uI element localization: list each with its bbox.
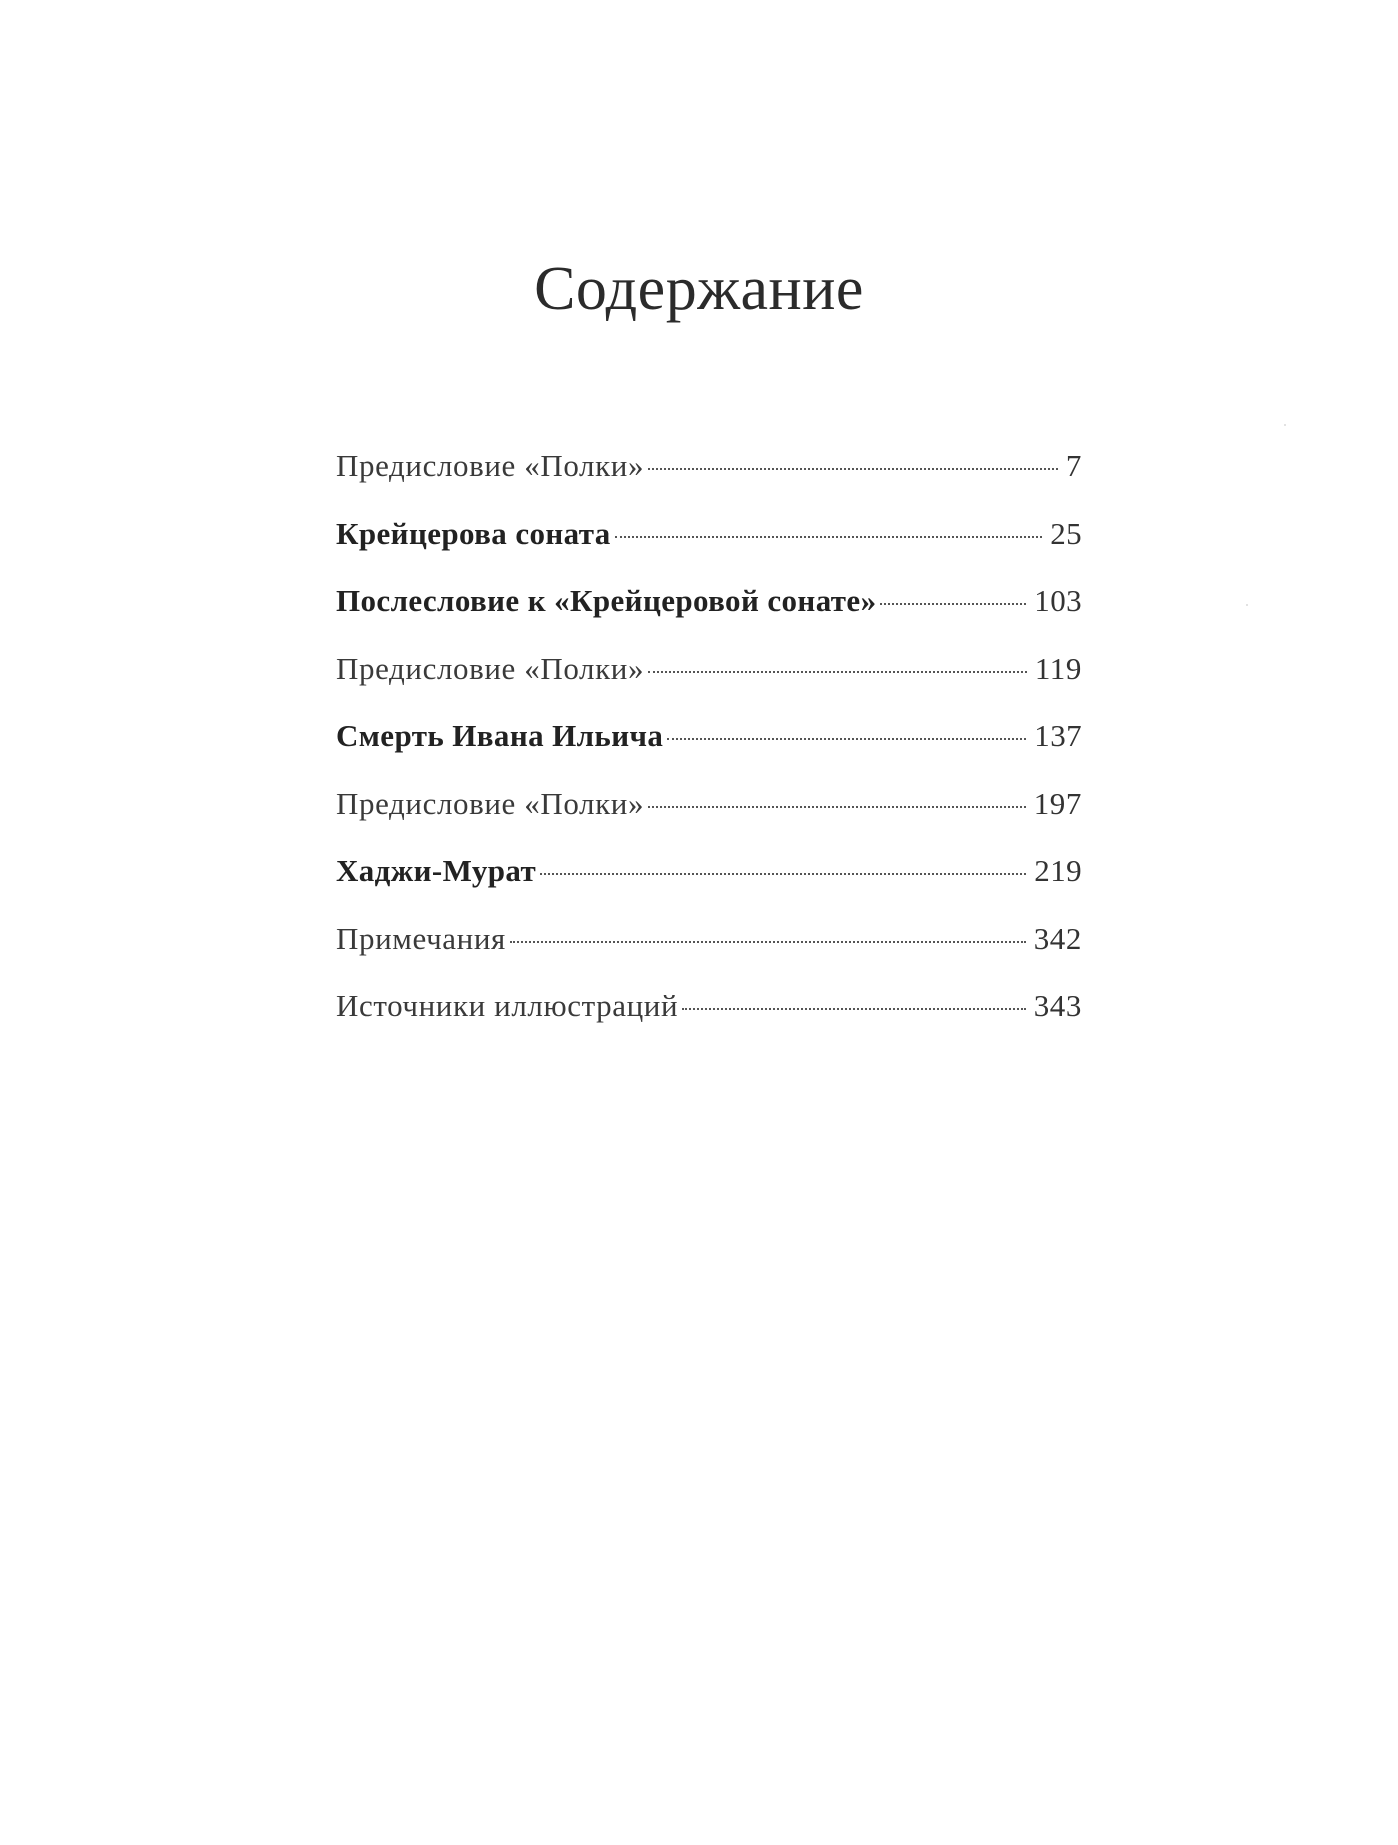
toc-entry-title: Хаджи-Мурат — [336, 853, 537, 888]
toc-page-number: 103 — [1034, 583, 1082, 618]
toc-entry-title: Крейцерова соната — [336, 515, 611, 551]
toc-dot-leader — [880, 603, 1026, 605]
toc-entry-notes[interactable] — [336, 921, 1082, 989]
toc-page-number: 197 — [1033, 785, 1082, 821]
toc-entry-title: Источники иллюстраций — [336, 988, 679, 1023]
page-title: Содержание — [534, 255, 864, 323]
toc-entry-foreword-1[interactable] — [336, 448, 1082, 516]
toc-page-number: 25 — [1050, 515, 1082, 551]
toc-entry-kreutzer-sonata[interactable] — [336, 516, 1082, 584]
toc-dot-leader — [615, 536, 1043, 538]
toc-dot-leader — [648, 468, 1058, 470]
toc-entry-illustration-sources[interactable] — [336, 988, 1082, 1056]
toc-page-number: 137 — [1034, 718, 1082, 753]
toc-page-number: 7 — [1065, 448, 1082, 483]
toc-entry-title: Послесловие к «Крейцеровой сонате» — [336, 583, 877, 618]
toc-dot-leader — [682, 1008, 1026, 1010]
toc-entry-hadji-murat[interactable] — [336, 853, 1082, 921]
toc-dot-leader — [510, 941, 1026, 943]
paper-speck — [1284, 424, 1286, 426]
toc-entry-death-of-ivan-ilyich[interactable] — [336, 718, 1082, 786]
toc-page-number: 343 — [1033, 988, 1082, 1023]
toc-dot-leader — [667, 738, 1026, 740]
toc-page-number: 342 — [1033, 920, 1082, 956]
toc-dot-leader — [648, 806, 1026, 808]
toc-dot-leader — [540, 873, 1026, 875]
table-of-contents — [336, 448, 1082, 1056]
toc-entry-title: Предисловие «Полки» — [336, 785, 645, 821]
paper-speck — [1246, 604, 1248, 606]
toc-page-number: 219 — [1034, 853, 1082, 888]
toc-entry-foreword-2[interactable] — [336, 651, 1082, 719]
toc-entry-title: Смерть Ивана Ильича — [336, 718, 664, 753]
toc-page-number: 119 — [1034, 650, 1082, 686]
toc-entry-title: Предисловие «Полки» — [336, 448, 645, 483]
toc-entry-foreword-3[interactable] — [336, 786, 1082, 854]
toc-entry-afterword-kreutzer[interactable] — [336, 583, 1082, 651]
toc-entry-title: Примечания — [336, 920, 506, 956]
toc-dot-leader — [648, 671, 1027, 673]
toc-entry-title: Предисловие «Полки» — [336, 650, 645, 686]
